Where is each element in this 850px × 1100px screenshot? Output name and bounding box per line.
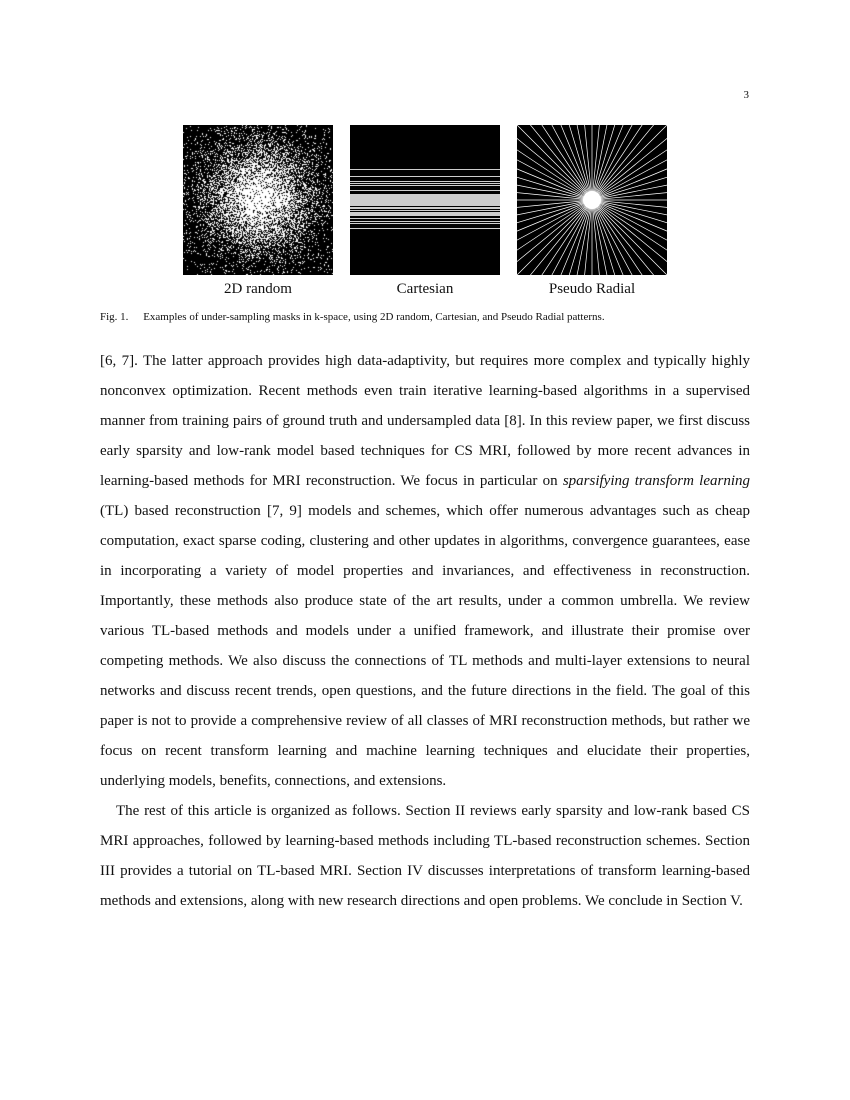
- paragraph-1: [100, 346, 750, 796]
- figure-1: [183, 125, 667, 275]
- mask-cartesian-image: [350, 125, 500, 275]
- body-text: [100, 346, 750, 916]
- paragraph-1-emphasis: sparsifying transform learning: [562, 473, 750, 489]
- paragraph-2: The rest of this article is organized as follows. Section II reviews early sparsity and low-rank based CS MRI approaches, followed by learning-based methods including TL-based reconstruction schemes. Section III provides a tutorial on TL-based MRI. Section IV discusses interpretations of transform learning-based methods and extensions, along with new research directions and open problems. We conclude in Section V.: [100, 803, 750, 909]
- page-number: 3: [743, 89, 749, 101]
- panel-label-cartesian: Cartesian: [396, 281, 454, 297]
- mask-pseudo-radial-image: [517, 125, 667, 275]
- paragraph-1-part-1: [6, 7]. The latter approach provides high data-adaptivity, but requires more complex and typically highly nonconvex optimization. Recent methods even train iterative learning-based algorithms in a supervised manner from training pairs of ground truth and undersampled data [8]. In this review paper, we first discuss early sparsity and low-rank model based techniques for CS MRI, followed by more recent advances in learning-based methods for MRI reconstruction. We focus in particular on: [100, 353, 750, 489]
- paragraph-1-part-2: (TL) based reconstruction [7, 9] models and schemes, which offer numerous advantages such as cheap computation, exact sparse coding, clustering and other updates in algorithms, convergence guarantees, ease in incorporating a variety of model properties and invariances, and effectiveness in reconstruction. Importantly, these methods also produce state of the art results, under a common umbrella. We review various TL-based methods and models under a unified framework, and illustrate their promise over competing methods. We also discuss the connections of TL methods and multi-layer extensions to neural networks and discuss recent trends, open questions, and the future directions in the field. The goal of this paper is not to provide a comprehensive review of all classes of MRI reconstruction methods, but rather we focus on recent transform learning and machine learning techniques and elucidate their properties, underlying models, benefits, connections, and extensions.: [100, 503, 750, 789]
- figure-caption: [100, 311, 760, 323]
- figure-caption-label: Fig. 1.: [100, 311, 129, 323]
- panel-label-pseudo-radial: Pseudo Radial: [548, 281, 636, 297]
- panel-label-2d-random: 2D random: [224, 281, 292, 297]
- mask-2d-random-image: [183, 125, 333, 275]
- figure-caption-text: Examples of under-sampling masks in k-space, using 2D random, Cartesian, and Pseudo Radial patterns.: [143, 311, 605, 323]
